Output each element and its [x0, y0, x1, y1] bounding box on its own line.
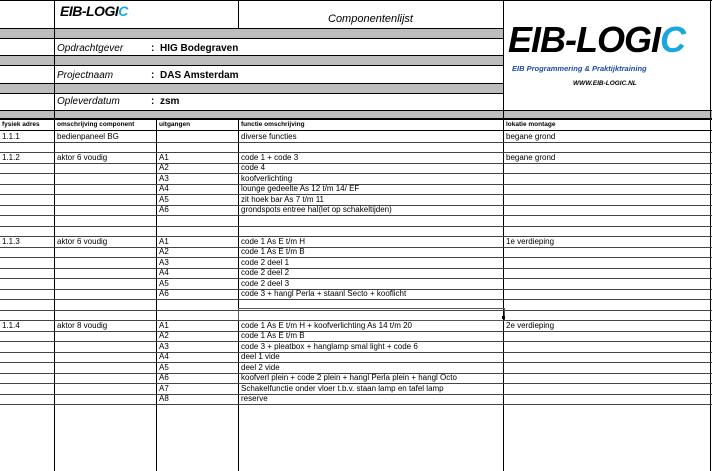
cell-functie[interactable]: reserve — [241, 394, 268, 403]
cell-fysiek-adres[interactable]: 1.1.2 — [2, 152, 20, 162]
cell-uitgang[interactable]: A5 — [159, 194, 169, 204]
cell-fysiek-adres[interactable]: 1.1.3 — [2, 236, 20, 246]
cell-uitgang[interactable]: A2 — [159, 331, 169, 340]
cell-uitgang[interactable]: A5 — [159, 278, 169, 288]
field-value-opdrachtgever[interactable]: HIG Bodegraven — [160, 43, 239, 54]
cell-functie[interactable]: diverse functies — [241, 131, 297, 141]
cell-functie[interactable]: code 1 As E t/m B — [241, 247, 305, 256]
cell-omschrijving[interactable]: aktor 6 voudig — [57, 152, 108, 162]
cell-functie[interactable]: code 1 As E t/m B — [241, 331, 305, 340]
field-label-opleverdatum: Opleverdatum — [57, 96, 120, 107]
cell-fysiek-adres[interactable]: 1.1.1 — [2, 131, 20, 141]
field-colon: : — [151, 96, 155, 107]
fill-handle[interactable] — [502, 316, 505, 319]
cell-functie[interactable]: Schakelfunctie onder vloer t.b.v. staan lamp en tafel lamp — [241, 383, 444, 393]
field-label-projectnaam: Projectnaam — [57, 70, 114, 81]
cell-uitgang[interactable]: A7 — [159, 383, 169, 393]
cell-uitgang[interactable]: A8 — [159, 394, 169, 403]
cell-uitgang[interactable]: A3 — [159, 257, 169, 267]
cell-functie[interactable]: code 1 As E t/m H + koofverlichting As 14 t/m 20 — [241, 320, 412, 330]
cell-lokatie[interactable]: begane grond — [506, 152, 556, 162]
cell-functie[interactable]: code 3 + hangl Perla + staanl Secto + kooflicht — [241, 289, 407, 298]
column-header-lokatie[interactable]: lokatie montage — [506, 121, 556, 128]
cell-uitgang[interactable]: A6 — [159, 373, 169, 382]
cell-functie[interactable]: code 4 — [241, 163, 266, 172]
cell-functie[interactable]: grondspots entree hal(let op schakeltijden) — [241, 205, 392, 214]
header-band — [0, 83, 503, 94]
eib-logic-logo-small: EIB-LOGIC — [60, 3, 128, 19]
field-colon: : — [151, 70, 155, 81]
column-header-fysiek-adres[interactable]: fysiek adres — [2, 121, 40, 128]
cell-omschrijving[interactable]: bedienpaneel BG — [57, 131, 119, 141]
cell-uitgang[interactable]: A4 — [159, 268, 169, 277]
field-colon: : — [151, 43, 155, 54]
cell-uitgang[interactable]: A3 — [159, 341, 169, 351]
cell-fysiek-adres[interactable]: 1.1.4 — [2, 320, 20, 330]
cell-functie[interactable]: code 2 deel 2 — [241, 268, 290, 277]
cell-uitgang[interactable]: A6 — [159, 205, 169, 214]
cell-omschrijving[interactable]: aktor 6 voudig — [57, 236, 108, 246]
field-value-opleverdatum[interactable]: zsm — [160, 96, 180, 107]
cell-functie[interactable]: code 1 As E t/m H — [241, 236, 306, 246]
cell-uitgang[interactable]: A1 — [159, 152, 169, 162]
eib-logic-logo-large: EIB-LOGIC EIB Programmering & Praktijktraining WWW.EIB-LOGIC.NL — [508, 19, 685, 87]
cell-functie[interactable]: code 1 + code 3 — [241, 152, 299, 162]
cell-uitgang[interactable]: A2 — [159, 247, 169, 256]
header-band — [0, 28, 503, 39]
active-cell-selection[interactable] — [238, 308, 505, 321]
cell-functie[interactable]: deel 2 vide — [241, 362, 280, 372]
cell-uitgang[interactable]: A4 — [159, 352, 169, 361]
page-title: Componentenlijst — [328, 13, 413, 25]
column-header-uitgangen[interactable]: uitgangen — [159, 121, 191, 128]
logo-url: WWW.EIB-LOGIC.NL — [573, 80, 637, 87]
cell-functie[interactable]: koofverl plein + code 2 plein + hangl Perla plein + hangl Octo — [241, 373, 457, 382]
cell-lokatie[interactable]: begane grond — [506, 131, 556, 141]
cell-uitgang[interactable]: A1 — [159, 236, 169, 246]
cell-uitgang[interactable]: A6 — [159, 289, 169, 298]
cell-functie[interactable]: code 2 deel 3 — [241, 278, 290, 288]
column-header-omschrijving[interactable]: omschrijving component — [57, 121, 135, 128]
field-label-opdrachtgever: Opdrachtgever — [57, 43, 124, 54]
cell-uitgang[interactable]: A2 — [159, 163, 169, 172]
cell-lokatie[interactable]: 1e verdieping — [506, 236, 555, 246]
cell-functie[interactable]: koofverlichting — [241, 173, 293, 183]
cell-uitgang[interactable]: A3 — [159, 173, 169, 183]
logo-tagline: EIB Programmering & Praktijktraining — [512, 64, 647, 73]
cell-functie[interactable]: lounge gedeelte As 12 t/m 14/ EF — [241, 184, 360, 193]
field-value-projectnaam[interactable]: DAS Amsterdam — [160, 70, 239, 81]
cell-functie[interactable]: code 2 deel 1 — [241, 257, 290, 267]
cell-omschrijving[interactable]: aktor 8 voudig — [57, 320, 108, 330]
header-band — [0, 55, 503, 66]
cell-functie[interactable]: code 3 + pleatbox + hanglamp smal light + code 6 — [241, 341, 418, 351]
cell-uitgang[interactable]: A5 — [159, 362, 169, 372]
cell-lokatie[interactable]: 2e verdieping — [506, 320, 555, 330]
column-header-functie[interactable]: functie omschrijving — [241, 121, 305, 128]
cell-functie[interactable]: deel 1 vide — [241, 352, 280, 361]
cell-uitgang[interactable]: A4 — [159, 184, 169, 193]
cell-functie[interactable]: zit hoek bar As 7 t/m 11 — [241, 194, 325, 204]
cell-uitgang[interactable]: A1 — [159, 320, 169, 330]
